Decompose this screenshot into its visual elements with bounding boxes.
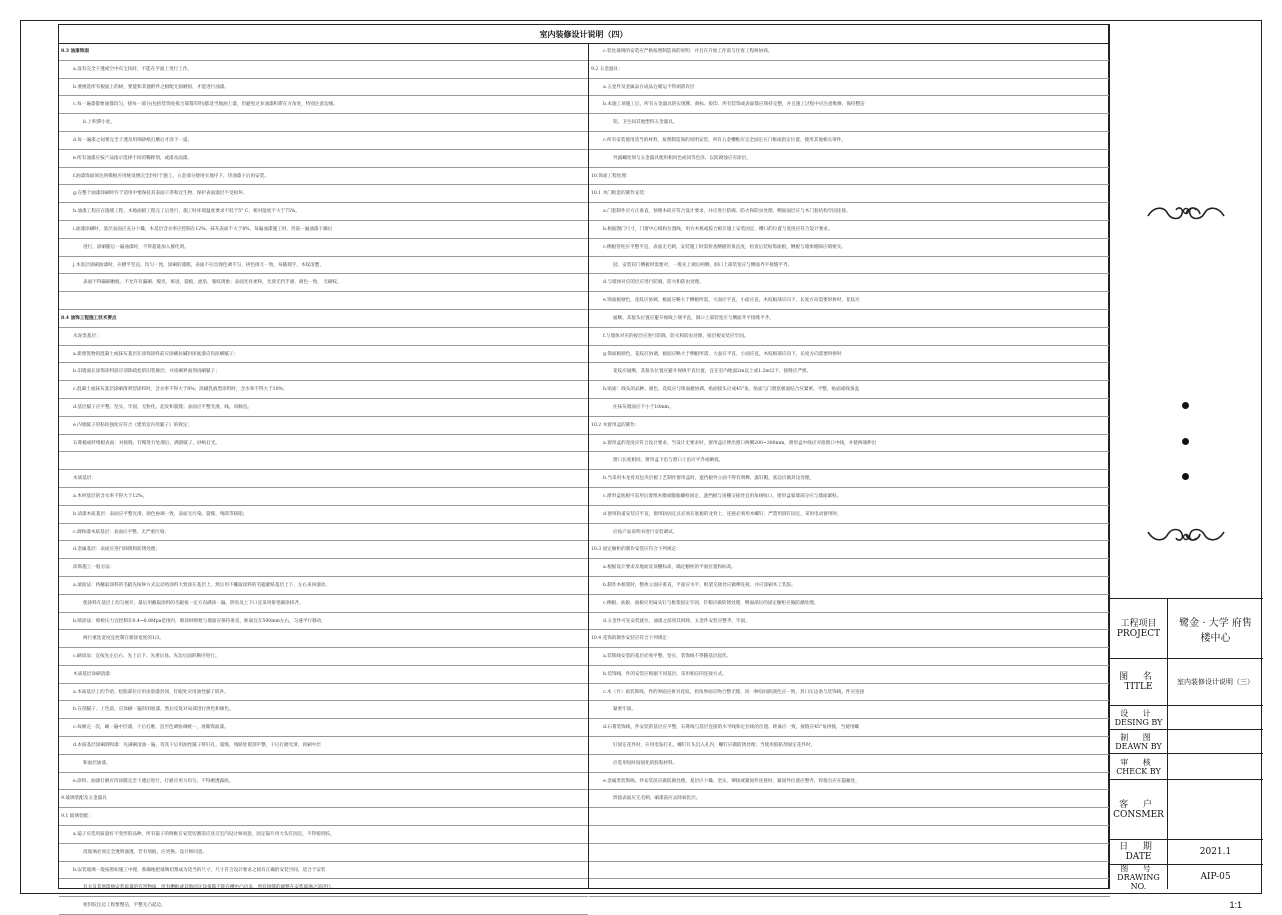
spec-line: a.装饰线安装的基层必须平整、坚实，装饰线不得随基层起伏。 [589, 648, 1110, 666]
spec-line: 紧密牢固。 [589, 701, 1110, 719]
spec-line: c.木（竹）质装饰线，件的界面应拼对花纹，拐角界面应吻合整无缝，同一种房间的颜色应一致，封口压边条与装饰线，件应连接 [589, 684, 1110, 702]
spec-line: c.侧板、底板、面板应用扁头钉与框架固定牢固，钉帽应做防锈处理，侧面部位的固定橱柜应做防潮处理。 [589, 595, 1110, 613]
project-label-cn: 工程项目 [1120, 618, 1157, 629]
left-column [59, 43, 589, 909]
title-value: 室内装修设计说明（三） [1177, 678, 1254, 686]
spec-line: a.五金件及金属品在成品仓储运不得剥落有层 [589, 79, 1110, 97]
spec-line: a.木材基层的含水率不得大于12%。 [59, 488, 588, 506]
spec-line: a.镜子应选用质量好不变形的品种，所有镜子的鲜框在安装切割前应送交室内设计师同意，固定镜片用大头钉固定，不得使用胶。 [59, 826, 588, 844]
spec-line: d.窗帘轨道安装应平直，窗帘轨固定点必须在底板的龙骨上，连接必须用木螺钉，严禁用圆钉固定，采用电动窗帘时， [589, 506, 1110, 524]
dot-marker-1 [1182, 402, 1189, 409]
date-label-en: DATE [1125, 852, 1152, 862]
spec-line: h.贴面：线头的品种、颜色、花纹应与饰面板协调，贴面接头应成45°角，贴面与门窗套板面结合应紧密、平整，贴面或线条盖 [589, 381, 1110, 399]
spec-line: d.五金件可先安装就位，油漆之前将其拆除，五金件安装应整齐，牢固。 [589, 613, 1110, 631]
project-value: 鹭金 · 大学 府售楼中心 [1179, 617, 1252, 644]
spec-line: 铝，卫生间其他塑料五金器具。 [589, 114, 1110, 132]
spec-line: e.涂料、油漆打磨应待涂膜完全干透后进行，打磨应用力均匀，不得磨透露底。 [59, 773, 588, 791]
spec-line: b.装饰线，件的安装应根据不同基层，采用相应的连接方式。 [589, 666, 1110, 684]
spec-line: 住抹灰墙面应不小于10mm。 [589, 399, 1110, 417]
spec-line: 花纹应通顺，其接头位置应避开视线平直位置，宜在室内地面2m以上或1.2m以下，接缝应严密。 [589, 363, 1110, 381]
spec-line: c.每修完一次，刷一遍中层漆，干后打磨，直至色调协调统一，再做饰面漆。 [59, 719, 588, 737]
spec-line: 应按产品说明书进行安装调试。 [589, 524, 1110, 542]
spec-line: d.石膏装饰线，件安装的基层应平整，石膏线与基层连接的水平线和定位线的位置、距离应一致，接缝应45°角拼接，当使用螺 [589, 719, 1110, 737]
spec-line: b.安装玻璃一般按照如施工中理，准确地把玻璃切割成为适当的尺寸，尺寸符合设计要求之间有正确的安装空间，适合于安装 [59, 862, 588, 880]
spec-line: 木质基层涂刷清漆： [59, 666, 588, 684]
spec-line: a.木质基层上的节疤、松脂部位应用虫胶漆封闭，钉眼处应用油性腻子嵌补。 [59, 684, 588, 702]
spec-line: 钉固定花件时，应用电钻打孔，螺钉钉头沉入孔内，螺钉应做防锈处理；当使用胶粘剂固定花件时， [589, 737, 1110, 755]
spec-line: c.所有安装使用适当的材料，按照制造商的说明安装，所有五金槽框应完全固定在门框或指定位置，使用其他相关零件。 [589, 132, 1110, 150]
spec-line: 窗口长度相同，窗帘盒下沿与窗口上沿应平齐或略低。 [589, 452, 1110, 470]
spec-line: b.当采用木龙骨双包夹层板工艺制作窗帘盒时，遮挡板外立面不得有明榫、露钉帽，底边应做封边处理。 [589, 470, 1110, 488]
spec-line: f.油漆饰面须达到模板应用统设图完全封好于施工，五金部分使用实地序下，待油漆干后再安装。 [59, 168, 588, 186]
spec-line: c.每一遍漆都要油都均匀，接每一部分(包括装饰处接合部都有明)都适当地油上漆，但避免过多油漆积滞在方角处，特别注意边缘。 [59, 96, 588, 114]
spec-line: 木质基层： [59, 470, 588, 488]
logo-panel [1110, 24, 1263, 599]
spec-line: e.内墙腻子的粘结强度应符合《建筑室内用腻子》的规定； [59, 417, 588, 435]
spec-line: 通顺，其接头位置应避开视线上端平直，洞口上部装宽应与侧面齐平接缝平齐。 [589, 310, 1110, 328]
check-label-cn: 审 核 [1120, 757, 1157, 767]
spec-line: 园，安装铰门侧板时需要对，一般先上端后两侧，洞口上部装宽应与侧面齐平接缝平齐。 [589, 257, 1110, 275]
spec-line: 10.3 固定橱柜的制作安装应符合下列规定： [589, 541, 1110, 559]
spec-line: i.油漆涂刷时，基层表面应充分干燥，木基层含水率应控制在12%，抹灰表面不大于8%，每遍油漆施工时，待前一遍油漆干燥后 [59, 221, 588, 239]
spec-sheet [58, 24, 1109, 909]
spec-line: f.与墙体对应的接层应进行防腐，防火和防虫处理，接层板安装应牢固。 [589, 328, 1110, 346]
dot-marker-3 [1182, 473, 1189, 480]
spec-line: a.滚涂法：将蘸取涂料的毛辊先按W方式运动将涂料大致涂在基层上，然后用不蘸取涂料的毛辊紧贴基层上下、左右来回滚动， [59, 577, 588, 595]
spec-line: c.侧板管柱应平整平直，表面无毛刺，安装施工时需检查侧板的垂直度，检查后装贴饰面板，侧板与墙体缝隙应填密实。 [589, 239, 1110, 257]
title-block [1109, 24, 1262, 889]
drawing-no-label-cn: 图 号 [1120, 863, 1157, 873]
spec-line: e.饰面板颜色，花纹应协调，板面应略大于侧板所需，大面应平直，小面应直，木纹根部应向下，长度方向需要时拼时，花纹应 [589, 292, 1110, 310]
drawing-no-value: AIP-05 [1200, 872, 1231, 882]
spec-line: 9.2 五金器具： [589, 61, 1110, 79]
spec-line: 10.饰面工程处理： [589, 168, 1110, 186]
spec-line: 有关及其他影响安装质量的有害物质，所有槽框或其他固定设备都不能在槽中凸出来，所有接缝的调整在安装玻璃之前进行。 [59, 879, 588, 897]
spec-line [59, 452, 588, 470]
spec-line: 表面不得漏刷磨痕，不允许有漏刷、脱皮、斑迹、裂痕、流坠、皱纹现象；表面光亮柔和，光滑无挡手感，颜色一致， 无刷纹。 [59, 274, 588, 292]
project-label-en: PROJECT [1116, 628, 1161, 639]
title-row [1110, 659, 1263, 706]
spec-line: b.喷涂法：喷枪压力宜控制在0.4~0.8Mpa范围内，喷涂时喷枪与墙面应保持垂直，距离宜在500mm左右，匀速平行移动， [59, 613, 588, 631]
drawing-no-label-en: DRAWING NO. [1117, 872, 1160, 891]
spec-line: d.木质基层涂刷调和漆：先满刷清油一遍，待其干后用油性腻子将钉孔、裂缝、残缺处嵌刮平整，干后打磨光滑，再刷中层 [59, 737, 588, 755]
spec-line: b.本施工项施工后，所有五金器具的实现牌、商标、胶印、所有装饰或表面都应保持完整，并且施工过程中应注意维修，保持整洁 [589, 96, 1110, 114]
spec-line [589, 826, 1110, 844]
spec-line: d.与墙体对应的层应进行防腐，防火和防虫处理。 [589, 274, 1110, 292]
spec-line [59, 292, 588, 310]
spec-line: b.根据图门尺寸，门窗中心线和位置线，用方木框或胶合板在墙上安装固定，槽口的位置与宽度应符合设计要求。 [589, 221, 1110, 239]
top-ornament-icon [1144, 202, 1228, 226]
spec-line: 应选用短时间固化的胶粘材料。 [589, 755, 1110, 773]
title-label-en: TITLE [1124, 682, 1153, 692]
spec-line: b.旧墙面在涂饰涂料前应清除疏松的旧装修层，并涂刷界面剂再刷腻子； [59, 363, 588, 381]
right-column [589, 43, 1110, 888]
spec-line: 10.1 木门框套的制作安装： [589, 185, 1110, 203]
spec-line: d.金属基层：表面应进行除锈和防锈处理； [59, 541, 588, 559]
spec-line: c.窗帘盒底板可采用后置埋木楔或膨胀螺栓固定，遮挡板与顶棚交接处宜用角线收口，窗帘盒靠墙部分应与墙面紧贴。 [589, 488, 1110, 506]
spec-line: c.刷涂法：宜按先左后右、先上后下、先难后易、先边后面的顺序进行。 [59, 648, 588, 666]
spec-line: 涂饰施工一般方法： [59, 559, 588, 577]
spec-line: 8.3 油漆饰面 [59, 43, 588, 61]
spec-line: 和面层油漆。 [59, 755, 588, 773]
spec-line: 焊接表面应无毛刺，刷漆前应去除氧化层。 [589, 790, 1110, 808]
spec-line: b.制作木框架时，整体立面应垂直，平面应水平，框架交接处应做榫连接，并应涂刷木工乳胶。 [589, 577, 1110, 595]
design-label-en: DESING BY [1114, 717, 1163, 727]
spec-line: a.根据设计要求及地面及顶棚标高，确定橱柜的平面位置和标高。 [589, 559, 1110, 577]
spec-line: b.清漆木质基层：表面应平整光滑，颜色协调一致，表面无污染、裂缝、残缺等缺陷； [59, 506, 588, 524]
client-label-en: CONSMER [1113, 809, 1164, 820]
drawn-label-en: DEAWN BY [1115, 741, 1162, 751]
project-row [1110, 599, 1263, 659]
bottom-ornament-icon [1144, 522, 1228, 546]
spec-line: a.窗帘盒的宽度应符合设计要求，当设计无要求时，窗帘盒应伸出窗口两侧200~300mm，窗帘盒中线应对准窗口中线，并使两端伸出 [589, 435, 1110, 453]
dot-marker-2 [1182, 438, 1189, 445]
spec-line: a.新建筑物的混凝土或抹灰基层在涂饰涂料前应涂刷抗碱封闭底漆应均涂刷腻子； [59, 346, 588, 364]
check-label-en: CHECK BY [1116, 766, 1161, 776]
spec-line: 10.4 花饰的制作安装应符合下列规定： [589, 630, 1110, 648]
spec-line: 密封胶注边工程要整洁，平整无凸起边。 [59, 897, 588, 915]
spec-line: 9.玻璃装配及五金器具 [59, 790, 588, 808]
spec-line: g.在整个油漆涂刷时许于适用中要保持其表面干净和宜生物，保护表面漆层不受损坏。 [59, 185, 588, 203]
client-label-cn: 客 户 [1119, 799, 1158, 810]
spec-line: 清玻璃必须完全透明通透，若有划痕，应更换。设计师同意。 [59, 844, 588, 862]
spec-line: e.金属类装饰线、件安装前应做防腐处理，基层应干燥、坚实，铆接或紧固件连接时，紧固件位置应整齐，焊接点应在隐蔽处， [589, 773, 1110, 791]
spec-line: 8.4 油饰工程施工技术要点 [59, 310, 588, 328]
spec-line [589, 808, 1110, 826]
spec-line: h.油漆工程应在施墙工程，木地面板工程完工后进行，施工时环境温度要求不低于5° C，相对湿度不大于75%。 [59, 203, 588, 221]
date-value: 2021.1 [1199, 847, 1232, 857]
spec-line: a.没有完全干透或空中有尘扶时，不能在平面上进行工作。 [59, 61, 588, 79]
drawn-label-cn: 制 图 [1120, 732, 1157, 742]
spec-line: c.混凝土或抹灰基层涂刷溶剂型涂料时，含水率不得大于8%；涂刷乳液型涂料时，含水率不得大于10%； [59, 381, 588, 399]
spec-line: c.装化玻璃的安装应严格按照制造商的说明，并且在开始工作前与住客工程师协商。 [589, 43, 1110, 61]
drawing-no-row [1110, 865, 1263, 889]
spec-line: a.门套制作应方正垂直，预埋木砖应符合设计要求，并应进行防腐、防火和防虫处理，侧面面层应与木门套结构牢固连接。 [589, 203, 1110, 221]
sheet-title: 室内装修设计说明（四） [59, 25, 1108, 44]
spec-line: g.饰面板颜色，花纹应协调，板面应略大于侧板所需，大面应平直，小面应直，木纹根部应向下，长度方向需要时拼时 [589, 346, 1110, 364]
spec-line [589, 844, 1110, 862]
spec-line: b.要挑选所有板面上的树，要能和其他附件之相配无损磨损，才能进行油漆。 [59, 79, 588, 97]
spec-line: d.每一遍漆之间要完全干透及用细砂纸打磨后才涂下一道。 [59, 132, 588, 150]
spec-line: j.木基层涂刷油漆时，应横平竖直，均匀一致，涂刷的漆膜，表面不应出现色调不匀，拼色排互一致，每随现手，木纹清楚， [59, 257, 588, 275]
title-label-cn: 图 名 [1119, 672, 1158, 682]
date-row [1110, 840, 1263, 865]
scale-label: 1:1 [1229, 900, 1242, 910]
design-row [1110, 706, 1263, 730]
spec-line: d.基层腻子应平整、坚实、牢固，无粉化、起皮和裂缝；表面应平整光滑，线、角顺直。 [59, 399, 588, 417]
check-row [1110, 754, 1263, 780]
spec-line: 水泥类基层： [59, 328, 588, 346]
spec-line: b.在刮腻子、上色前，应涂刷一遍封闭底漆，然后反复对局部进行拼色和修色。 [59, 701, 588, 719]
spec-line [589, 862, 1110, 880]
date-label-cn: 日 期 [1119, 842, 1158, 852]
spec-line: 石膏板或纤维板表面：对接缝、钉帽进行处理后，满刮腻子，砂纸打光。 [59, 435, 588, 453]
design-label-cn: 设 计 [1120, 708, 1157, 718]
spec-line: 进行，涂刷随后一遍油漆时，不得超量加入催化剂。 [59, 239, 588, 257]
spec-line [589, 879, 1110, 897]
spec-line: e.所有油漆应按产品指示选择不同的稀释剂，或漆及面漆。 [59, 150, 588, 168]
spec-line: 外露螺丝须与五金器具使用相同色或同等色泽，以防腐蚀应有涂层。 [589, 150, 1110, 168]
spec-line: 使涂料在基层上均匀展开，最后用蘸取涂料的毛辊按一定方向满涂一遍，阴角及上下口宜采用排笔刷涂找齐。 [59, 595, 588, 613]
spec-line: c.调和漆木质基层：表面应平整、无严重污染； [59, 524, 588, 542]
drawn-row [1110, 730, 1263, 754]
spec-line: 10.2 木窗帘盒的制作： [589, 417, 1110, 435]
spec-line: 9.1 玻璃装配： [59, 808, 588, 826]
spec-line: 两行重迭宽度宜控制在喷涂宽度的1/3。 [59, 630, 588, 648]
spec-line: b.上积滞小处。 [59, 114, 588, 132]
client-row [1110, 780, 1263, 840]
